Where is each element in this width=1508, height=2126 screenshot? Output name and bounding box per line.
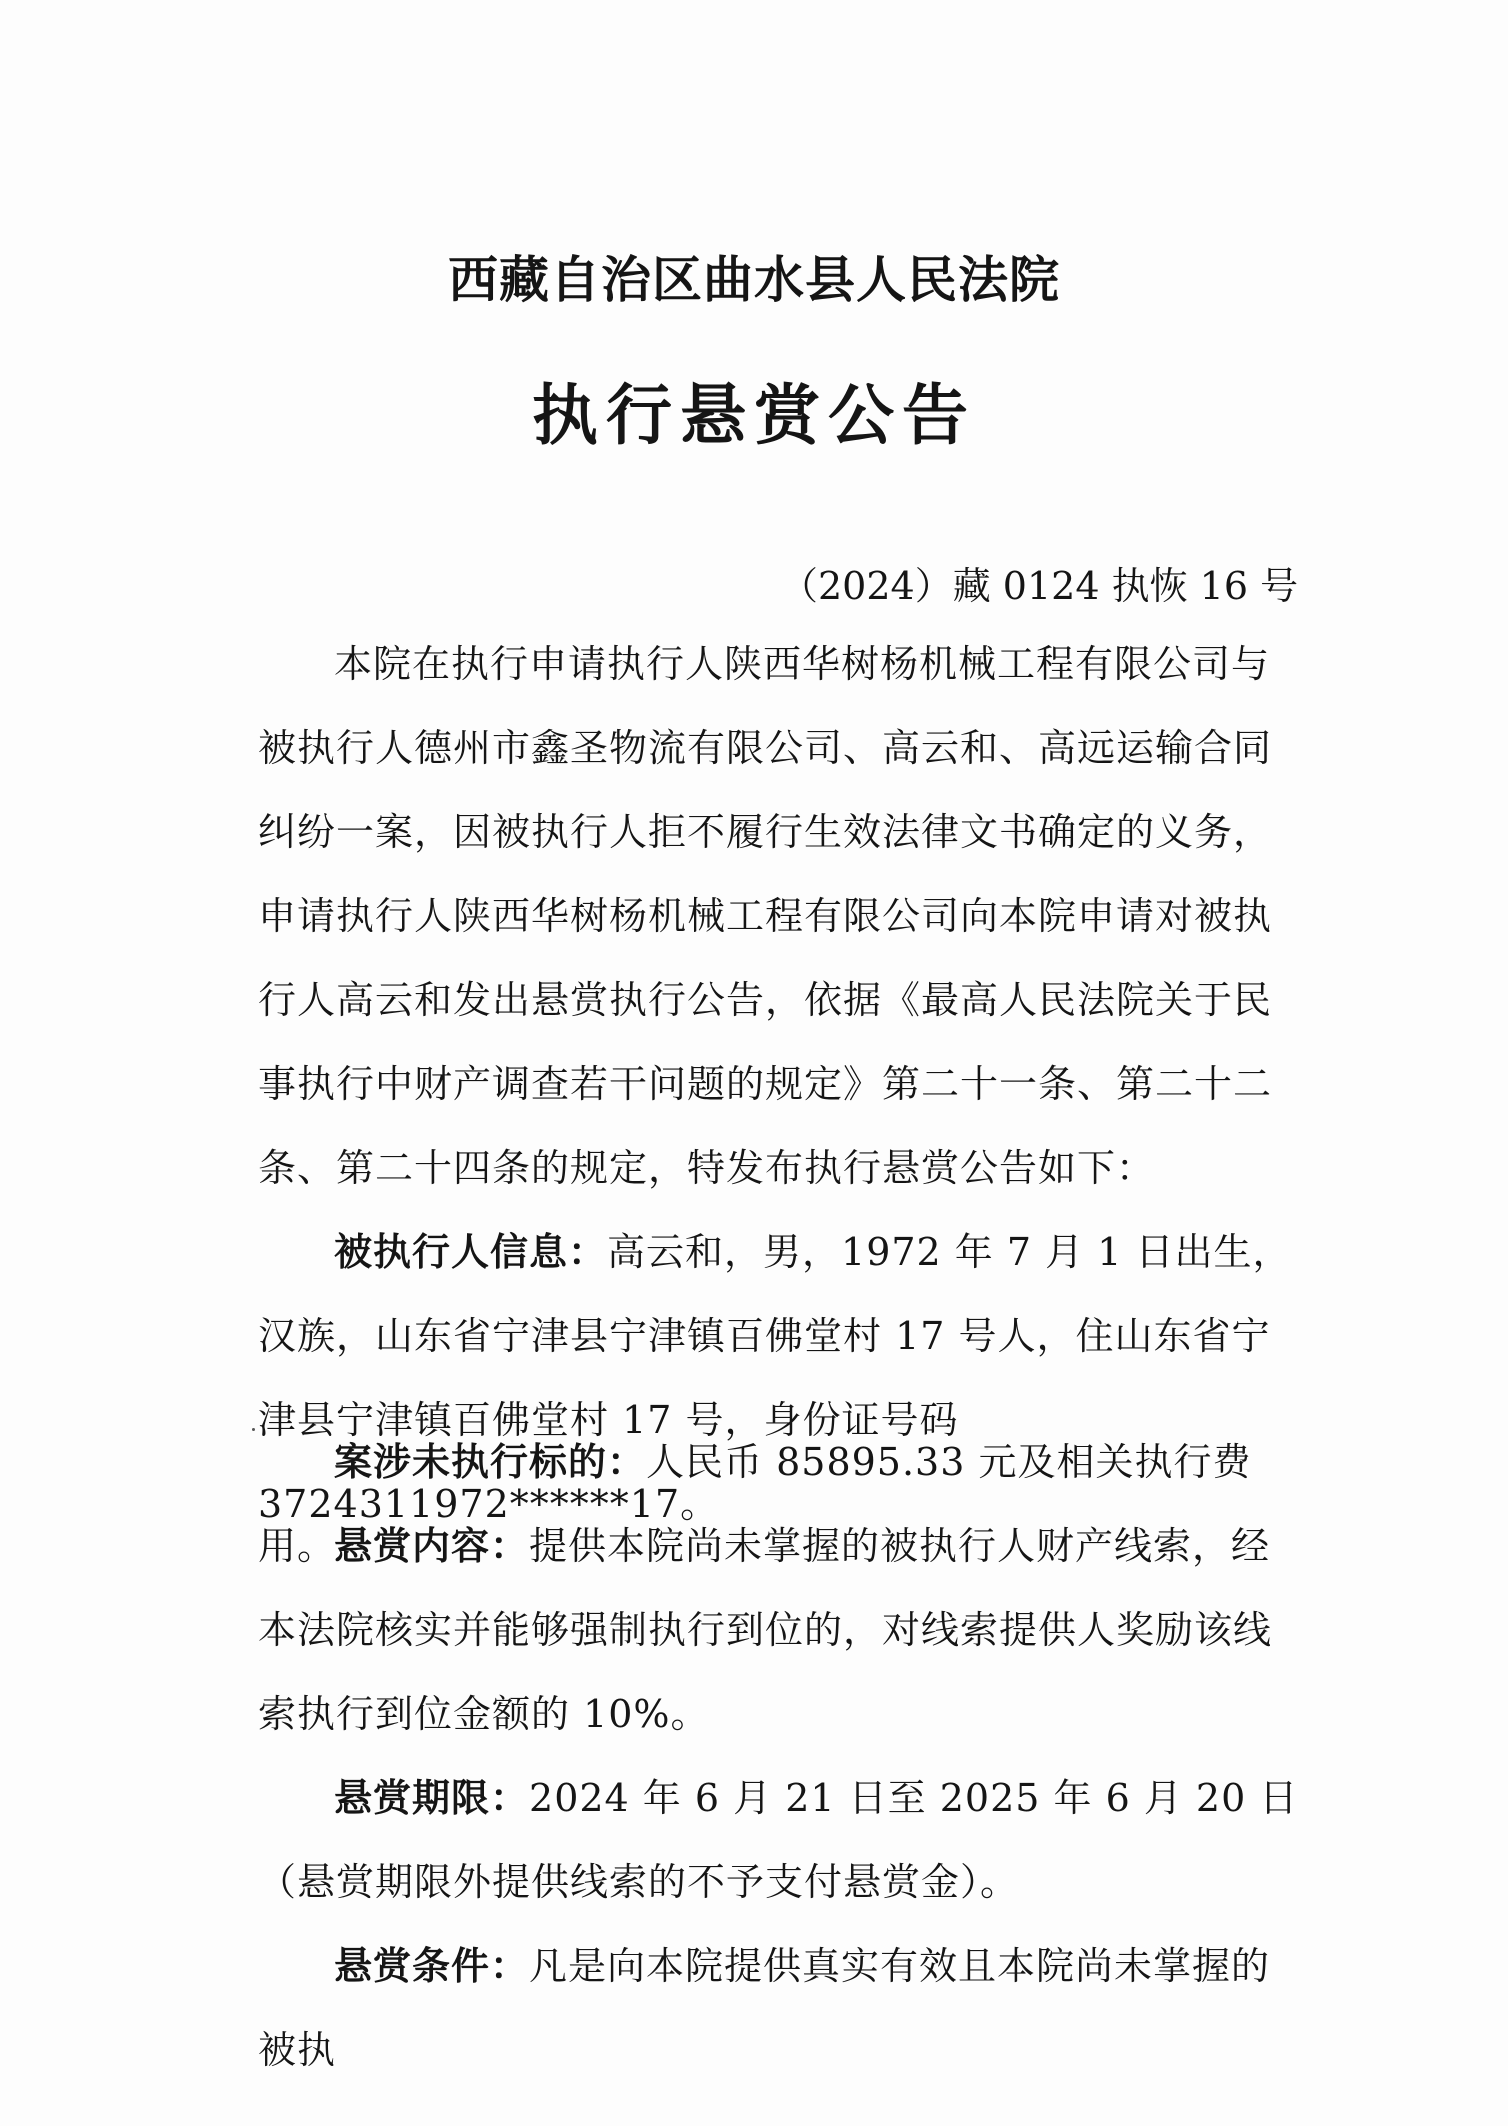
reward-conditions-paragraph xyxy=(258,1924,1308,2092)
intro-paragraph: 本院在执行申请执行人陕西华树杨机械工程有限公司与被执行人德州市鑫圣物流有限公司、高云和、高远运输合同纠纷一案，因被执行人拒不履行生效法律文书确定的义务，申请执行人陕西华树杨机械工程有限公司向本院申请对被执行人高云和发出悬赏执行公告，依据《最高人民法院关于民事执行中财产调查若干问题的规定》第二十一条、第二十二条、第二十四条的规定，特发布执行悬赏公告如下： xyxy=(258,642,1273,1190)
scan-speck xyxy=(252,1428,255,1431)
debtor-info-label: 被执行人信息： xyxy=(334,1229,608,1274)
reward-period-text: 2024 年 6 月 21 日至 2025 年 6 月 20 日（悬赏期限外提供线索的不予支付悬赏金）。 xyxy=(258,1776,1299,1904)
case-number: （2024）藏 0124 执恢 16 号 xyxy=(780,564,1299,608)
reward-content-label: 悬赏内容： xyxy=(334,1523,530,1568)
reward-period-label: 悬赏期限： xyxy=(334,1775,530,1820)
reward-period-paragraph xyxy=(258,1756,1308,1924)
reward-content-paragraph xyxy=(258,1504,1308,1756)
notice-title: 执行悬赏公告 xyxy=(532,376,976,454)
reward-conditions-label: 悬赏条件： xyxy=(334,1943,530,1988)
reward-conditions-text: 凡是向本院提供真实有效且本院尚未掌握的被执 xyxy=(258,1944,1271,2072)
reward-content-text: 提供本院尚未掌握的被执行人财产线索，经本法院核实并能够强制执行到位的，对线索提供人奖励该线索执行到位金额的 10%。 xyxy=(258,1524,1273,1736)
debtor-info-text: 高云和，男，1972 年 7 月 1 日出生，汉族，山东省宁津县宁津镇百佛堂村 17 号人，住山东省宁津县宁津镇百佛堂村 17 号，身份证号码 3724311972******17。 xyxy=(258,1230,1292,1526)
subject-text: 人民币 85895.33 元及相关执行费用。 xyxy=(258,1440,1252,1568)
court-name: 西藏自治区曲水县人民法院 xyxy=(448,250,1060,309)
subject-label: 案涉未执行标的： xyxy=(334,1439,647,1484)
